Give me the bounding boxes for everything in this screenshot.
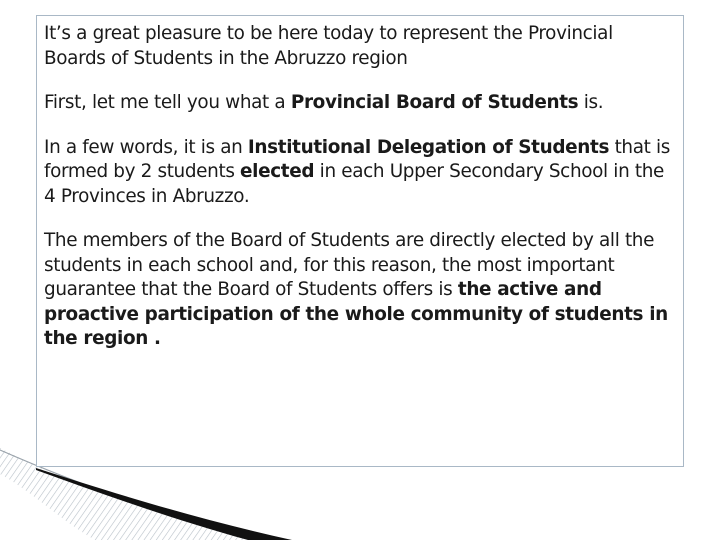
paragraph-intro <box>44 22 677 71</box>
text-segment: In a few words, it is an <box>44 136 248 158</box>
text-segment: in each Upper Secondary School in the 4 Provinces in Abruzzo. <box>44 161 665 207</box>
text-segment: It’s a great pleasure to be here today to represent the Provincial Boards of Students in the Abruzzo region <box>44 23 613 69</box>
text-segment: The members of the Board of Students are directly elected by all the students in each school and, for this reason, the most important guarantee that the Board of Students offers is <box>44 230 655 300</box>
bold-text-segment: elected <box>240 161 315 182</box>
bold-text-segment: Provincial Board of Students <box>290 92 579 113</box>
body-text-box <box>36 15 684 467</box>
bold-text-segment: the active and proactive participation of the whole community of students in the region . <box>44 279 668 349</box>
text-segment: is. <box>578 92 604 113</box>
text-segment: that is formed by 2 students <box>44 136 671 182</box>
paragraph-definition <box>44 136 677 210</box>
text-segment: First, let me tell you what a <box>44 92 291 113</box>
paragraph-definition-lead <box>44 91 677 116</box>
swoosh-black-wedge <box>36 468 292 540</box>
paragraph-members <box>44 229 677 352</box>
bold-text-segment: Institutional Delegation of Students <box>247 136 610 158</box>
